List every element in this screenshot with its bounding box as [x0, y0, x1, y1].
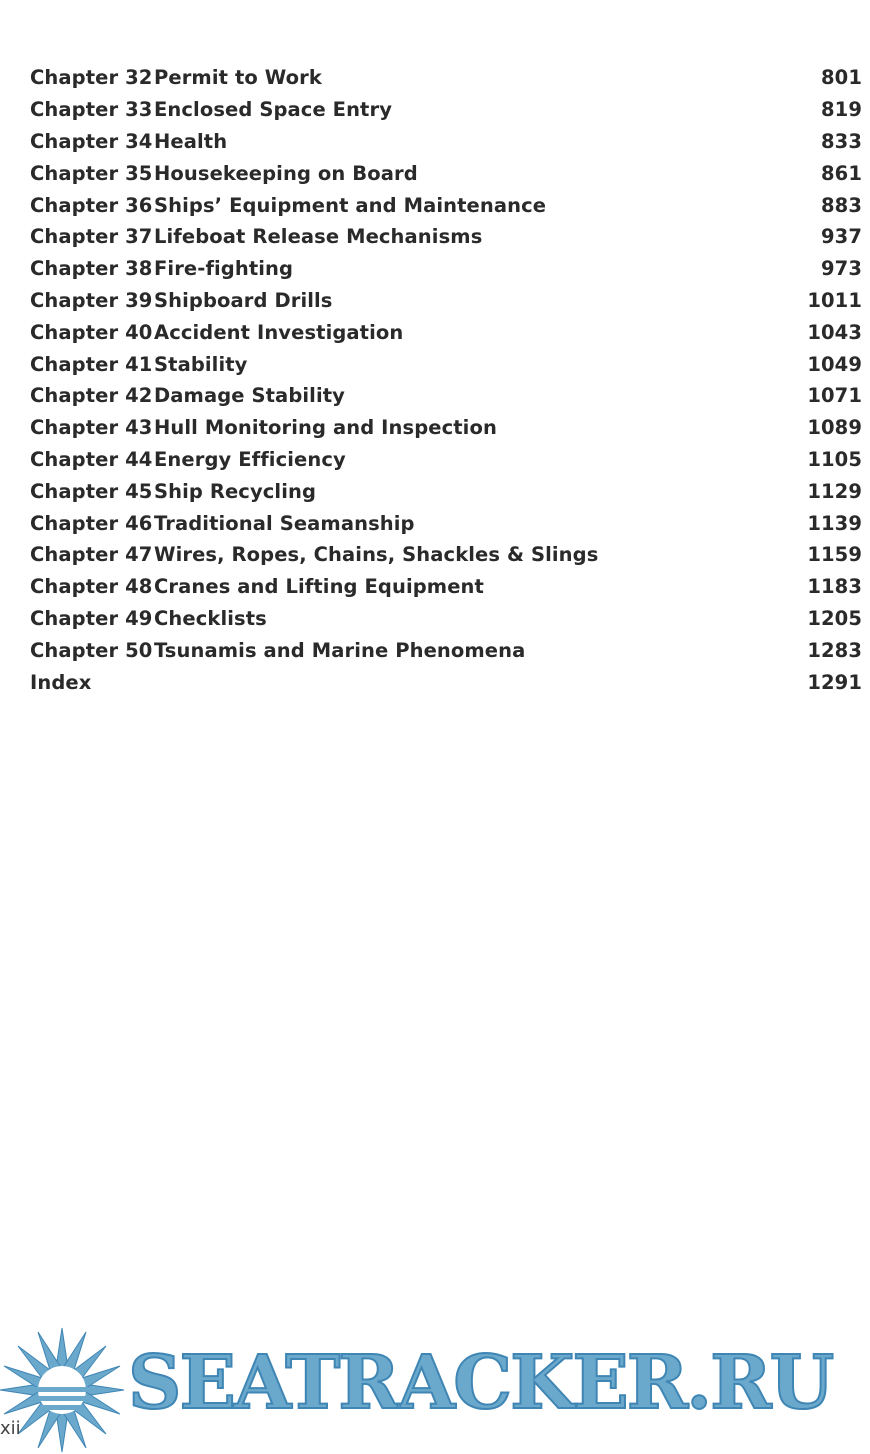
toc-entry-index[interactable]: [30, 666, 862, 698]
page-number: 1283: [807, 638, 862, 662]
page-number: 973: [820, 257, 862, 281]
chapter-number: Chapter 40: [30, 320, 153, 344]
chapter-number: Chapter 49: [30, 606, 153, 630]
page-folio: xii: [0, 1418, 21, 1439]
chapter-number: Chapter 32: [30, 66, 153, 90]
toc-entry-42[interactable]: [30, 380, 862, 412]
chapter-title: Ship Recycling: [154, 479, 317, 503]
page-number: 1205: [807, 606, 862, 630]
chapter-number: Chapter 50: [30, 638, 153, 662]
toc-entry-35[interactable]: [30, 157, 862, 189]
chapter-title: Shipboard Drills: [154, 288, 333, 312]
chapter-title: Cranes and Lifting Equipment: [154, 575, 484, 599]
toc-entry-45[interactable]: [30, 475, 862, 507]
toc-entry-37[interactable]: [30, 221, 862, 253]
toc-entry-34[interactable]: [30, 126, 862, 158]
chapter-number: Chapter 48: [30, 575, 153, 599]
toc-entry-44[interactable]: [30, 444, 862, 476]
page-number: 937: [820, 225, 862, 249]
toc-entry-46[interactable]: [30, 507, 862, 539]
chapter-number: Chapter 41: [30, 352, 153, 376]
chapter-number: Chapter 33: [30, 98, 153, 122]
watermark-text: SEATRACKER.RU: [128, 1340, 833, 1426]
toc-entry-47[interactable]: [30, 539, 862, 571]
toc-entry-41[interactable]: [30, 348, 862, 380]
chapter-number: Chapter 42: [30, 384, 153, 408]
page-number: 861: [820, 161, 862, 185]
chapter-number: Chapter 47: [30, 543, 153, 567]
chapter-number: Chapter 35: [30, 161, 153, 185]
chapter-title: Energy Efficiency: [154, 447, 346, 471]
page-number: 1011: [807, 288, 862, 312]
toc-entry-50[interactable]: [30, 634, 862, 666]
page-number: 801: [820, 66, 862, 90]
page-number: 1139: [807, 511, 862, 535]
page-number: 1159: [807, 543, 862, 567]
toc-entry-49[interactable]: [30, 603, 862, 635]
chapter-title: Lifeboat Release Mechanisms: [154, 225, 483, 249]
chapter-title: Accident Investigation: [154, 320, 404, 344]
index-title: Index: [30, 670, 92, 694]
chapter-title: Traditional Seamanship: [154, 511, 415, 535]
chapter-title: Permit to Work: [154, 66, 322, 90]
toc-entry-39[interactable]: [30, 285, 862, 317]
chapter-number: Chapter 34: [30, 129, 153, 153]
page-number: 1105: [807, 447, 862, 471]
chapter-title: Stability: [154, 352, 248, 376]
page-number: 1089: [807, 416, 862, 440]
page-number: 1129: [807, 479, 862, 503]
page-number: 1291: [807, 670, 862, 694]
toc-entry-36[interactable]: [30, 189, 862, 221]
chapter-number: Chapter 39: [30, 288, 153, 312]
chapter-title: Checklists: [154, 606, 267, 630]
toc-entry-38[interactable]: [30, 253, 862, 285]
table-of-contents: [30, 62, 862, 698]
chapter-number: Chapter 37: [30, 225, 153, 249]
chapter-number: Chapter 45: [30, 479, 153, 503]
toc-entry-32[interactable]: [30, 62, 862, 94]
chapter-title: Fire-fighting: [154, 257, 294, 281]
page-number: 819: [820, 98, 862, 122]
chapter-title: Wires, Ropes, Chains, Shackles & Slings: [154, 543, 599, 567]
page-number: 883: [820, 193, 862, 217]
chapter-title: Enclosed Space Entry: [154, 98, 393, 122]
chapter-title: Damage Stability: [154, 384, 345, 408]
chapter-title: Housekeeping on Board: [154, 161, 418, 185]
chapter-title: Hull Monitoring and Inspection: [154, 416, 497, 440]
toc-entry-40[interactable]: [30, 316, 862, 348]
page-number: 833: [820, 129, 862, 153]
page-number: 1183: [807, 575, 862, 599]
chapter-number: Chapter 38: [30, 257, 153, 281]
toc-entry-48[interactable]: [30, 571, 862, 603]
page-number: 1043: [807, 320, 862, 344]
toc-entry-43[interactable]: [30, 412, 862, 444]
chapter-number: Chapter 43: [30, 416, 153, 440]
page-number: 1071: [807, 384, 862, 408]
chapter-number: Chapter 36: [30, 193, 153, 217]
page-number: 1049: [807, 352, 862, 376]
chapter-title: Health: [154, 129, 228, 153]
toc-entry-33[interactable]: [30, 94, 862, 126]
chapter-number: Chapter 44: [30, 447, 153, 471]
chapter-title: Tsunamis and Marine Phenomena: [154, 638, 526, 662]
chapter-number: Chapter 46: [30, 511, 153, 535]
chapter-title: Ships’ Equipment and Maintenance: [154, 193, 547, 217]
